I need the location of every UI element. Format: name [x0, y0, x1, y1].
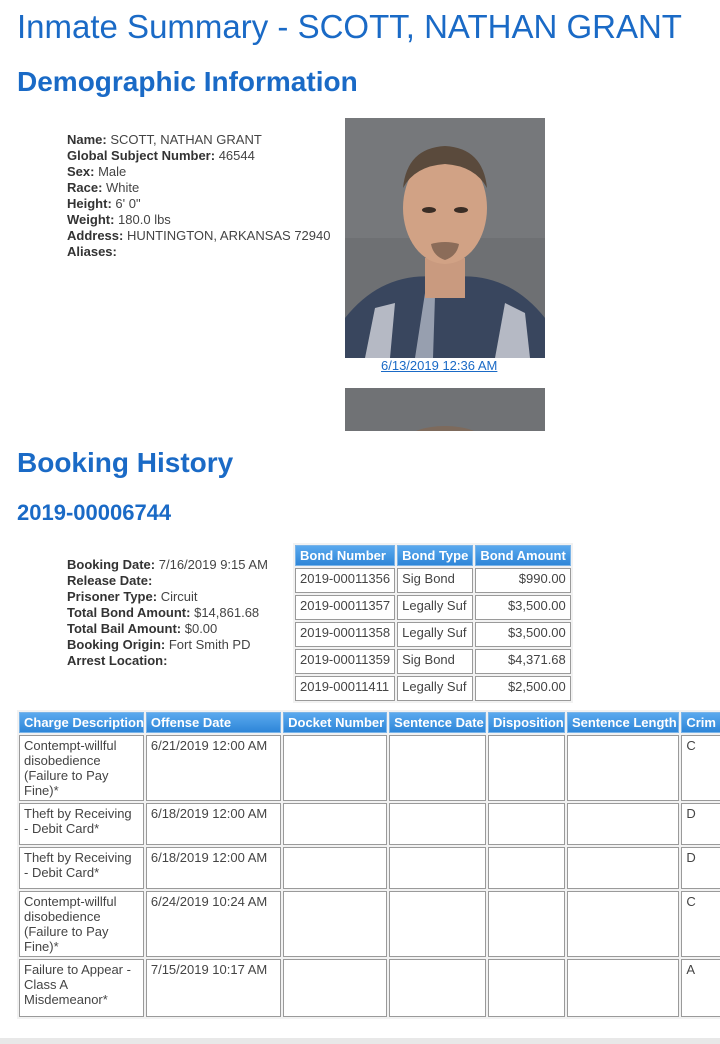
field-height: Height: 6' 0" [67, 196, 141, 211]
field-prisoner-type: Prisoner Type: Circuit [67, 589, 198, 604]
charge-description: Contempt-willful disobedience (Failure to Pay Fine)* [19, 891, 144, 957]
bond-type: Legally Suf [397, 676, 473, 701]
bond-row [295, 595, 571, 620]
docket-number [283, 803, 387, 845]
booking-info [67, 557, 268, 669]
sentence-length [567, 847, 679, 889]
bond-amount: $3,500.00 [475, 595, 570, 620]
docket-number-header: Docket Number [283, 712, 387, 733]
charge-row [19, 735, 720, 801]
bond-number: 2019-00011357 [295, 595, 395, 620]
crime-class: C [681, 735, 720, 801]
bond-amount: $990.00 [475, 568, 570, 593]
demographic-heading: Demographic Information [17, 66, 358, 97]
bond-number: 2019-00011358 [295, 622, 395, 647]
bond-type: Sig Bond [397, 568, 473, 593]
charge-description: Contempt-willful disobedience (Failure to Pay Fine)* [19, 735, 144, 801]
docket-number [283, 847, 387, 889]
charge-description: Theft by Receiving - Debit Card* [19, 847, 144, 889]
bond-amount: $2,500.00 [475, 676, 570, 701]
bond-row [295, 649, 571, 674]
disposition [488, 891, 565, 957]
bond-amount: $4,371.68 [475, 649, 570, 674]
bond-table [293, 543, 573, 703]
offense-date: 6/18/2019 12:00 AM [146, 803, 281, 845]
field-aliases: Aliases: [67, 244, 117, 259]
charges-table [17, 710, 720, 1019]
charge-description-header: Charge Description [19, 712, 144, 733]
field-release-date: Release Date: [67, 573, 153, 588]
sentence-date [389, 803, 486, 845]
offense-date-header: Offense Date [146, 712, 281, 733]
page-title: Inmate Summary - SCOTT, NATHAN GRANT [17, 8, 682, 45]
sentence-length-header: Sentence Length [567, 712, 679, 733]
bond-type-header: Bond Type [397, 545, 473, 566]
disposition [488, 847, 565, 889]
bond-header-row [295, 545, 571, 566]
disposition [488, 735, 565, 801]
bond-amount: $3,500.00 [475, 622, 570, 647]
sentence-length [567, 735, 679, 801]
crime-class: D [681, 803, 720, 845]
sentence-length [567, 959, 679, 1017]
bond-type: Legally Suf [397, 595, 473, 620]
field-race: Race: White [67, 180, 140, 195]
crime-class: C [681, 891, 720, 957]
docket-number [283, 735, 387, 801]
charge-row [19, 847, 720, 889]
bond-row [295, 676, 571, 701]
charges-table-wrapper[interactable] [17, 710, 720, 1040]
charge-description: Theft by Receiving - Debit Card* [19, 803, 144, 845]
disposition-header: Disposition [488, 712, 565, 733]
docket-number [283, 891, 387, 957]
bottom-divider [0, 1038, 720, 1044]
field-global-subject-number: Global Subject Number: 46544 [67, 148, 255, 163]
bond-number: 2019-00011411 [295, 676, 395, 701]
field-booking-date: Booking Date: 7/16/2019 9:15 AM [67, 557, 268, 572]
bond-number-header: Bond Number [295, 545, 395, 566]
sentence-date-header: Sentence Date [389, 712, 486, 733]
field-arrest-location: Arrest Location: [67, 653, 168, 668]
bond-number: 2019-00011359 [295, 649, 395, 674]
crime-class: D [681, 847, 720, 889]
charge-row [19, 803, 720, 845]
bond-type: Sig Bond [397, 649, 473, 674]
sentence-date [389, 891, 486, 957]
disposition [488, 803, 565, 845]
field-weight: Weight: 180.0 lbs [67, 212, 171, 227]
field-booking-origin: Booking Origin: Fort Smith PD [67, 637, 251, 652]
disposition [488, 959, 565, 1017]
mugshot-photo-2[interactable] [345, 388, 545, 431]
bond-number: 2019-00011356 [295, 568, 395, 593]
sentence-length [567, 803, 679, 845]
photo-date-link[interactable]: 6/13/2019 12:36 AM [381, 358, 498, 373]
bond-row [295, 568, 571, 593]
sentence-date [389, 847, 486, 889]
bond-row [295, 622, 571, 647]
charges-header-row [19, 712, 720, 733]
booking-number: 2019-00006744 [17, 500, 172, 525]
offense-date: 6/18/2019 12:00 AM [146, 847, 281, 889]
sentence-length [567, 891, 679, 957]
offense-date: 6/21/2019 12:00 AM [146, 735, 281, 801]
sentence-date [389, 959, 486, 1017]
crime-class: A [681, 959, 720, 1017]
offense-date: 7/15/2019 10:17 AM [146, 959, 281, 1017]
mugshot-photo[interactable] [345, 118, 545, 358]
field-total-bond-amount: Total Bond Amount: $14,861.68 [67, 605, 260, 620]
field-address: Address: HUNTINGTON, ARKANSAS 72940 [67, 228, 331, 243]
charge-row [19, 959, 720, 1017]
crime-class-header: Crim [681, 712, 720, 733]
offense-date: 6/24/2019 10:24 AM [146, 891, 281, 957]
sentence-date [389, 735, 486, 801]
charge-row [19, 891, 720, 957]
booking-history-heading: Booking History [17, 447, 234, 478]
field-total-bail-amount: Total Bail Amount: $0.00 [67, 621, 218, 636]
docket-number [283, 959, 387, 1017]
charge-description: Failure to Appear - Class A Misdemeanor* [19, 959, 144, 1017]
demographic-info [67, 132, 330, 260]
field-sex: Sex: Male [67, 164, 127, 179]
bond-type: Legally Suf [397, 622, 473, 647]
field-name: Name: SCOTT, NATHAN GRANT [67, 132, 262, 147]
bond-amount-header: Bond Amount [475, 545, 570, 566]
